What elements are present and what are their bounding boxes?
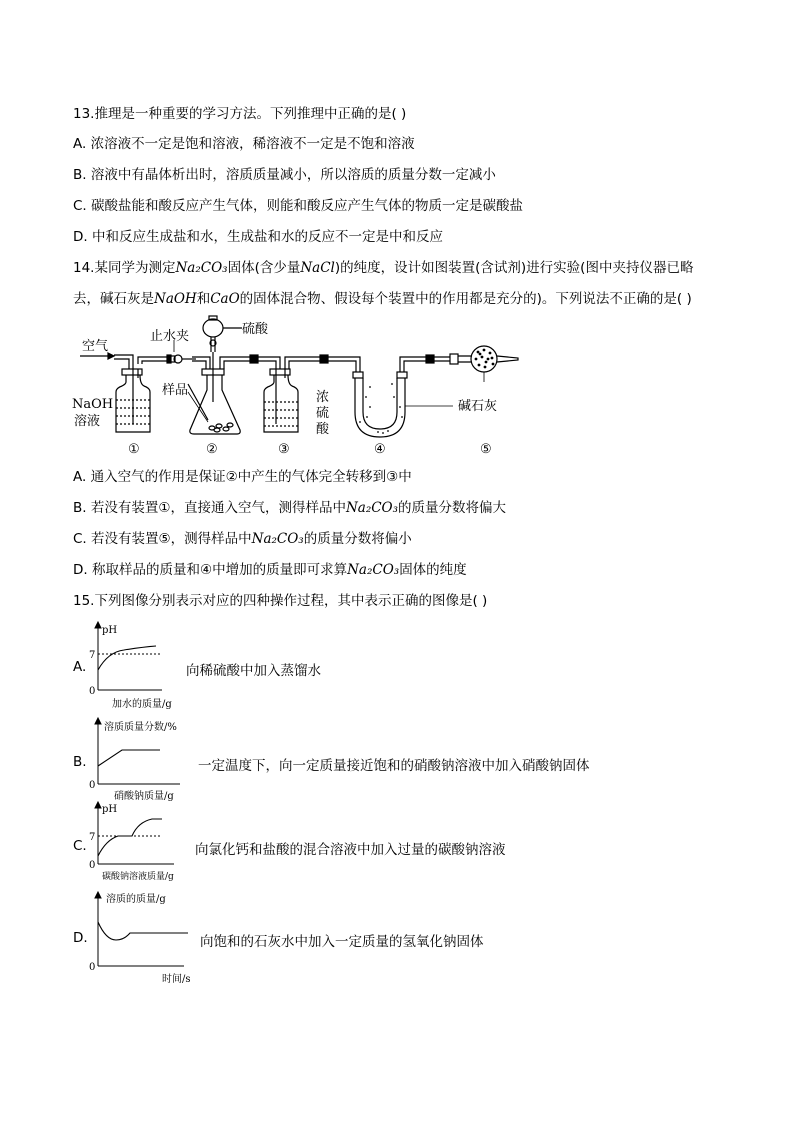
axis-ylabel: 溶质的质量/g — [106, 894, 166, 905]
apparatus-diagram — [70, 312, 530, 462]
axis-xlabel: 加水的质量/g — [112, 699, 172, 710]
curve — [98, 819, 162, 856]
q15-graph-d — [84, 888, 204, 986]
q14-stem-line1 — [73, 259, 693, 277]
axis-ylabel: pH — [102, 625, 118, 636]
q13-option-b: B. 溶液中有晶体析出时，溶质质量减小，所以溶质的质量分数一定减小 — [73, 167, 496, 183]
q14-stem-text: )的纯度，设计如图装置(含试剂)进行实验(图中夹持仪器已略 — [334, 260, 694, 276]
sep-funnel — [203, 319, 223, 337]
q15-graph-c-letter: C. — [73, 838, 87, 854]
q13-option-d: D. 中和反应生成盐和水，生成盐和水的反应不一定是中和反应 — [73, 229, 443, 245]
origin-label: 0 — [89, 962, 96, 973]
label-n2: ② — [206, 442, 218, 457]
origin-label: 0 — [89, 780, 96, 791]
q15-graph-b-letter: B. — [73, 754, 87, 770]
label-n5: ⑤ — [480, 442, 492, 457]
q14-option-d — [73, 561, 467, 579]
origin-label: 0 — [89, 686, 96, 697]
formula: Na₂CO₃ — [347, 562, 400, 578]
curve — [98, 922, 188, 940]
formula: NaOH — [154, 291, 197, 307]
formula: Na₂CO₃ — [345, 500, 399, 516]
label-n4: ④ — [374, 442, 386, 457]
q15-graph-a-letter: A. — [73, 659, 87, 675]
label-sodalime: 碱石灰 — [458, 399, 498, 414]
sample-leader — [188, 392, 208, 422]
q15-graph-d-desc: 向饱和的石灰水中加入一定质量的氢氧化钠固体 — [200, 934, 484, 950]
q15-stem: 15.下列图像分别表示对应的四种操作过程，其中表示正确的图像是( ) — [73, 593, 488, 609]
q15-graph-b — [84, 716, 204, 804]
axis-xlabel: 硝酸钠质量/g — [114, 791, 174, 802]
label-conc3: 酸 — [316, 422, 330, 437]
label-sample: 样品 — [162, 383, 189, 398]
q13-option-c: C. 碳酸盐能和酸反应产生气体，则能和酸反应产生气体的物质一定是碳酸盐 — [73, 198, 524, 214]
q15-graph-a-desc: 向稀硫酸中加入蒸馏水 — [186, 663, 321, 679]
option-text: 的质量分数将偏大 — [398, 500, 507, 516]
curve — [98, 750, 160, 766]
q14-stem-text: 的固体混合物、假设每个装置中的作用都是充分的)。下列说法不正确的是( ) — [239, 291, 692, 307]
formula: NaCl — [300, 260, 335, 276]
mark-7: 7 — [89, 832, 96, 843]
option-text: 的质量分数将偏小 — [303, 531, 412, 547]
bottle1-stopper — [122, 369, 142, 375]
q14-option-b — [73, 499, 506, 517]
label-naoh: NaOH — [72, 397, 114, 412]
label-n3: ③ — [278, 442, 290, 457]
label-air: 空气 — [82, 339, 109, 354]
label-clamp: 止水夹 — [150, 329, 190, 344]
q14-stem-text: 去，碱石灰是 — [73, 291, 154, 307]
option-text: D. 称取样品的质量和④中增加的质量即可求算 — [73, 562, 348, 578]
axis-ylabel: pH — [102, 804, 118, 815]
q14-stem-line2 — [73, 290, 692, 308]
q15-graph-b-desc: 一定温度下，向一定质量接近饱和的硝酸钠溶液中加入硝酸钠固体 — [198, 758, 590, 774]
label-conc2: 硫 — [316, 406, 330, 421]
option-text: B. 若没有装置①，直接通入空气，测得样品中 — [73, 500, 346, 516]
q13-stem: 13.推理是一种重要的学习方法。下列推理中正确的是( ) — [73, 106, 407, 122]
q15-graph-c — [84, 800, 204, 886]
q15-graph-a — [84, 620, 184, 712]
formula: CaO — [210, 291, 240, 307]
option-text: 固体的纯度 — [399, 562, 467, 578]
axis-ylabel: 溶质质量分数/% — [104, 722, 177, 733]
axis-xlabel: 时间/s — [162, 974, 191, 985]
q15-graph-d-letter: D. — [73, 930, 88, 946]
q14-stem-text: 和 — [196, 291, 211, 307]
label-solution: 溶液 — [74, 414, 101, 429]
label-n1: ① — [128, 442, 140, 457]
formula: Na₂CO₃ — [175, 260, 228, 276]
mark-7: 7 — [89, 650, 96, 661]
option-text: C. 若没有装置⑤，测得样品中 — [73, 531, 252, 547]
origin-label: 0 — [89, 860, 96, 871]
q14-option-c — [73, 530, 412, 548]
label-conc1: 浓 — [316, 390, 330, 405]
axis-xlabel: 碳酸钠溶液质量/g — [102, 872, 174, 882]
q14-stem-text: 14.某同学为测定 — [73, 260, 176, 276]
label-acid: 硫酸 — [242, 322, 269, 337]
q14-stem-text: 固体(含少量 — [227, 260, 301, 276]
q15-graph-c-desc: 向氯化钙和盐酸的混合溶液中加入过量的碳酸钠溶液 — [195, 842, 506, 858]
q14-option-a: A. 通入空气的作用是保证②中产生的气体完全转移到③中 — [73, 469, 412, 485]
formula: Na₂CO₃ — [251, 531, 304, 547]
q13-option-a: A. 浓溶液不一定是饱和溶液，稀溶液不一定是不饱和溶液 — [73, 136, 415, 152]
curve — [98, 646, 156, 670]
